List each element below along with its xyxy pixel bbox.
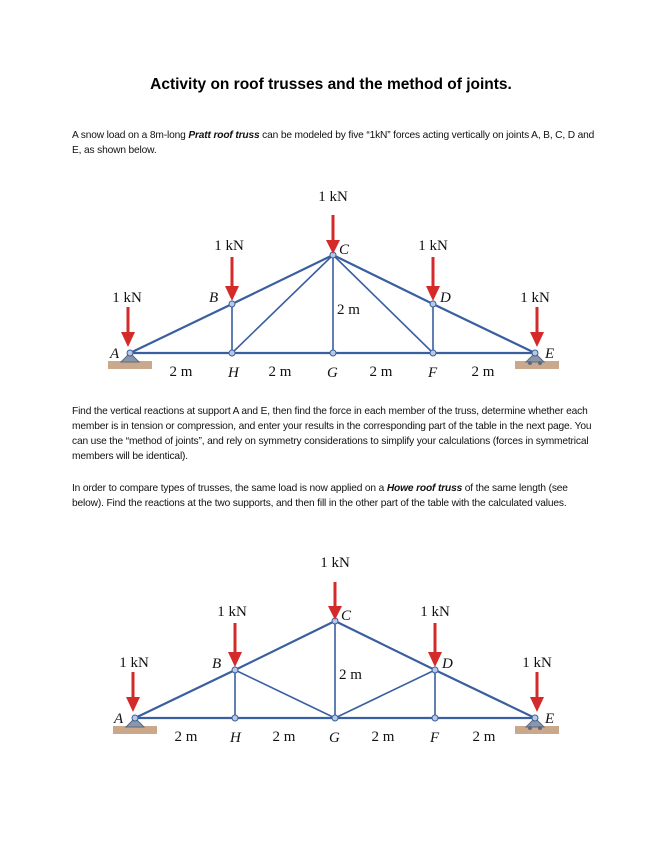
member-de — [435, 670, 535, 718]
joint-label-e: E — [545, 711, 555, 727]
joint-label-a: A — [110, 346, 120, 362]
joint-g — [330, 350, 336, 356]
joint-label-h: H — [230, 730, 241, 746]
joint-labels — [113, 608, 554, 746]
howe-paragraph — [72, 481, 602, 511]
intro-paragraph — [72, 128, 602, 158]
joint-e — [532, 715, 538, 721]
joint-label-d: D — [440, 290, 451, 306]
member-ab — [135, 670, 235, 718]
howe-text-2: of the same length (see below). Find the reactions at the two supports, and then fill in the other part of the table with the calculated values. — [72, 483, 568, 509]
span-label-4: 2 m — [472, 729, 496, 745]
joint-labels — [109, 242, 554, 381]
load-label-a: 1 kN — [112, 290, 142, 306]
span-label-4: 2 m — [471, 364, 495, 380]
joint-b — [229, 301, 235, 307]
load-arrowhead-e — [530, 332, 544, 347]
span-label-3: 2 m — [369, 364, 393, 380]
load-arrowhead-b — [228, 652, 242, 667]
joint-d — [432, 667, 438, 673]
joint-g — [332, 715, 338, 721]
load-arrowhead-c — [326, 240, 340, 254]
roller-e2 — [538, 726, 542, 730]
load-arrowhead-a — [121, 332, 135, 347]
load-arrowhead-c — [328, 606, 342, 620]
load-arrowhead-b — [225, 286, 239, 301]
joint-label-b: B — [212, 656, 222, 672]
member-cd — [335, 621, 435, 670]
joint-label-e: E — [545, 346, 555, 362]
howe-emphasis: Howe roof truss — [386, 483, 463, 494]
span-label-1: 2 m — [174, 729, 198, 745]
height-label: 2 m — [339, 667, 362, 683]
joint-a — [132, 715, 138, 721]
load-label-c: 1 kN — [320, 555, 350, 571]
member-cd — [333, 255, 433, 304]
joint-label-d: D — [442, 656, 453, 672]
load-label-b: 1 kN — [217, 604, 247, 620]
joint-label-c: C — [339, 242, 350, 258]
load-label-b: 1 kN — [214, 238, 244, 254]
span-label-2: 2 m — [268, 364, 292, 380]
member-de — [433, 304, 535, 353]
intro-emphasis: Pratt roof truss — [188, 130, 260, 141]
load-label-c: 1 kN — [318, 189, 348, 205]
span-label-2: 2 m — [272, 729, 296, 745]
joint-label-h: H — [228, 365, 239, 381]
height-label: 2 m — [337, 302, 360, 318]
joint-d — [430, 301, 436, 307]
joint-e — [532, 350, 538, 356]
intro-text-2: can be modeled by five “1kN” forces acting vertically on joints A, B, C, D and E, as shown below. — [72, 130, 595, 156]
load-label-e: 1 kN — [520, 290, 550, 306]
joint-label-c: C — [341, 608, 352, 624]
member-ab — [130, 304, 232, 353]
page-title: Activity on roof trusses and the method of joints. — [150, 76, 512, 93]
member-bc — [232, 255, 333, 304]
load-arrowhead-a — [126, 697, 140, 712]
pratt-truss-figure — [0, 180, 662, 390]
joint-label-g: G — [329, 730, 340, 746]
joint-label-g: G — [327, 365, 338, 381]
joint-label-f: F — [428, 365, 438, 381]
load-label-a: 1 kN — [119, 655, 149, 671]
truss-members — [130, 255, 535, 353]
load-label-d: 1 kN — [420, 604, 450, 620]
load-arrowhead-d — [428, 652, 442, 667]
joint-f — [430, 350, 436, 356]
span-label-3: 2 m — [371, 729, 395, 745]
roller-e2 — [538, 361, 542, 365]
roller-e — [528, 361, 532, 365]
howe-truss-figure — [0, 548, 662, 758]
joint-b — [232, 667, 238, 673]
joint-h — [232, 715, 238, 721]
member-bg — [235, 670, 335, 718]
truss-members — [135, 621, 535, 718]
roller-e — [528, 726, 532, 730]
joint-a — [127, 350, 133, 356]
load-label-d: 1 kN — [418, 238, 448, 254]
joint-f — [432, 715, 438, 721]
member-ch — [232, 255, 333, 353]
joint-h — [229, 350, 235, 356]
instructions-paragraph: Find the vertical reactions at support A and E, then find the force in each member of the truss, determine whether each member is in tension or compression, and enter your results in the corresponding part of the table in the next page. You can use the “method of joints”, and rely on symmetry considerations to simplify your calculations (forces in symmetrical members will be identical). — [72, 406, 592, 462]
howe-text-1: In order to compare types of trusses, the same load is now applied on a — [72, 483, 387, 494]
load-arrowhead-e — [530, 697, 544, 712]
member-bc — [235, 621, 335, 670]
intro-text-1: A snow load on a 8m-long — [72, 130, 189, 141]
joint-label-a: A — [114, 711, 124, 727]
load-label-e: 1 kN — [522, 655, 552, 671]
load-arrowhead-d — [426, 286, 440, 301]
joint-label-b: B — [209, 290, 219, 306]
span-label-1: 2 m — [169, 364, 193, 380]
joint-label-f: F — [430, 730, 440, 746]
